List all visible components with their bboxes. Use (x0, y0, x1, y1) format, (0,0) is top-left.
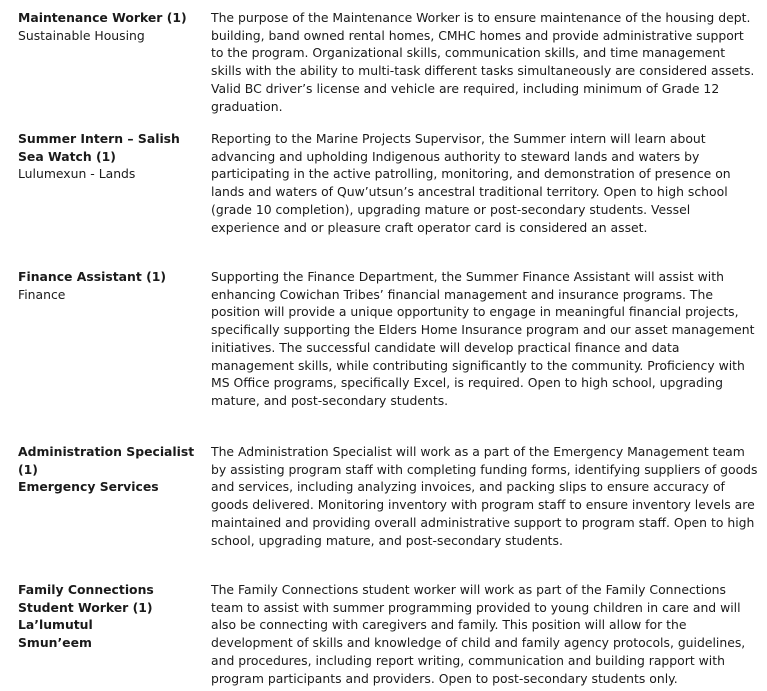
job-department: Sustainable Housing (18, 27, 145, 43)
job-heading (18, 581, 158, 652)
job-description (211, 268, 759, 410)
job-description: The Family Connections student worker will work as part of the Family Connections team to assist with summer programming provided to young children in care and will also be connecting with caregivers and family. This position will allow for the development of skills and knowledge of child and family agency protocols, guidelines, and procedures, including report writing, communication and building rapport with program participants and providers. Open to post-secondary students only. (211, 582, 746, 686)
job-title: Family Connections Student Worker (1) (18, 582, 154, 615)
job-title: Summer Intern – Salish Sea Watch (1) (18, 131, 180, 164)
job-department: Lulumexun - Lands (18, 166, 136, 182)
job-title: Finance Assistant (1) (18, 269, 167, 284)
job-heading (18, 443, 196, 496)
job-description: The Administration Specialist will work as a part of the Emergency Management team by assisting program staff with completing funding forms, identifying suppliers of goods and services, including analyzing invoices, and packing slips to ensure accuracy of goods delivered. Monitoring inventory with program staff to ensure inventory levels are maintained and providing overall administrative support to program staff. Open to high school, upgrading mature, and post-secondary students. (211, 444, 758, 548)
job-heading (18, 268, 196, 303)
job-heading (18, 130, 190, 183)
job-description: The purpose of the Maintenance Worker is to ensure maintenance of the housing dept. building, band owned rental homes, CMHC homes and provide administrative support to the program. Organizational skills, communication skills, and time management skills with the ability to multi-task different tasks simultaneously are considered assets. Valid BC driver’s license and vehicle are required, including minimum of Grade 12 graduation. (211, 10, 755, 114)
job-title: Maintenance Worker (1) (18, 10, 187, 25)
job-department: Finance (18, 286, 66, 302)
job-title: Administration Specialist (1) (18, 444, 195, 477)
job-heading (18, 9, 196, 44)
job-description: Reporting to the Marine Projects Supervisor, the Summer intern will learn about advancing and upholding Indigenous authority to steward lands and waters by participating in the active patrolling, monitoring, and demonstration of presence on lands and waters of Quw’utsun’s ancestral traditional territory. Open to high school (grade 10 completion), upgrading mature or post-secondary students. Vessel experience and or pleasure craft operator card is considered an asset. (211, 131, 731, 235)
job-department: Emergency Services (18, 479, 159, 495)
job-department: La’lumutul Smun’eem (18, 617, 93, 651)
job-description-text: Supporting the Finance Department, the Summer Finance Assistant will assist with enhancing Cowichan Tribes’ financial management and insurance programs. The position will provide a unique opportunity to engage in meaningful financial projects, specifically supporting the Elders Home Insurance program and our asset management initiatives. The successful candidate will develop practical finance and data management skills, while contributing significantly to the community. Proficiency with MS Office programs, specifically Excel, is required. Open to high school, upgrading mature, and post-secondary students. (211, 269, 755, 408)
